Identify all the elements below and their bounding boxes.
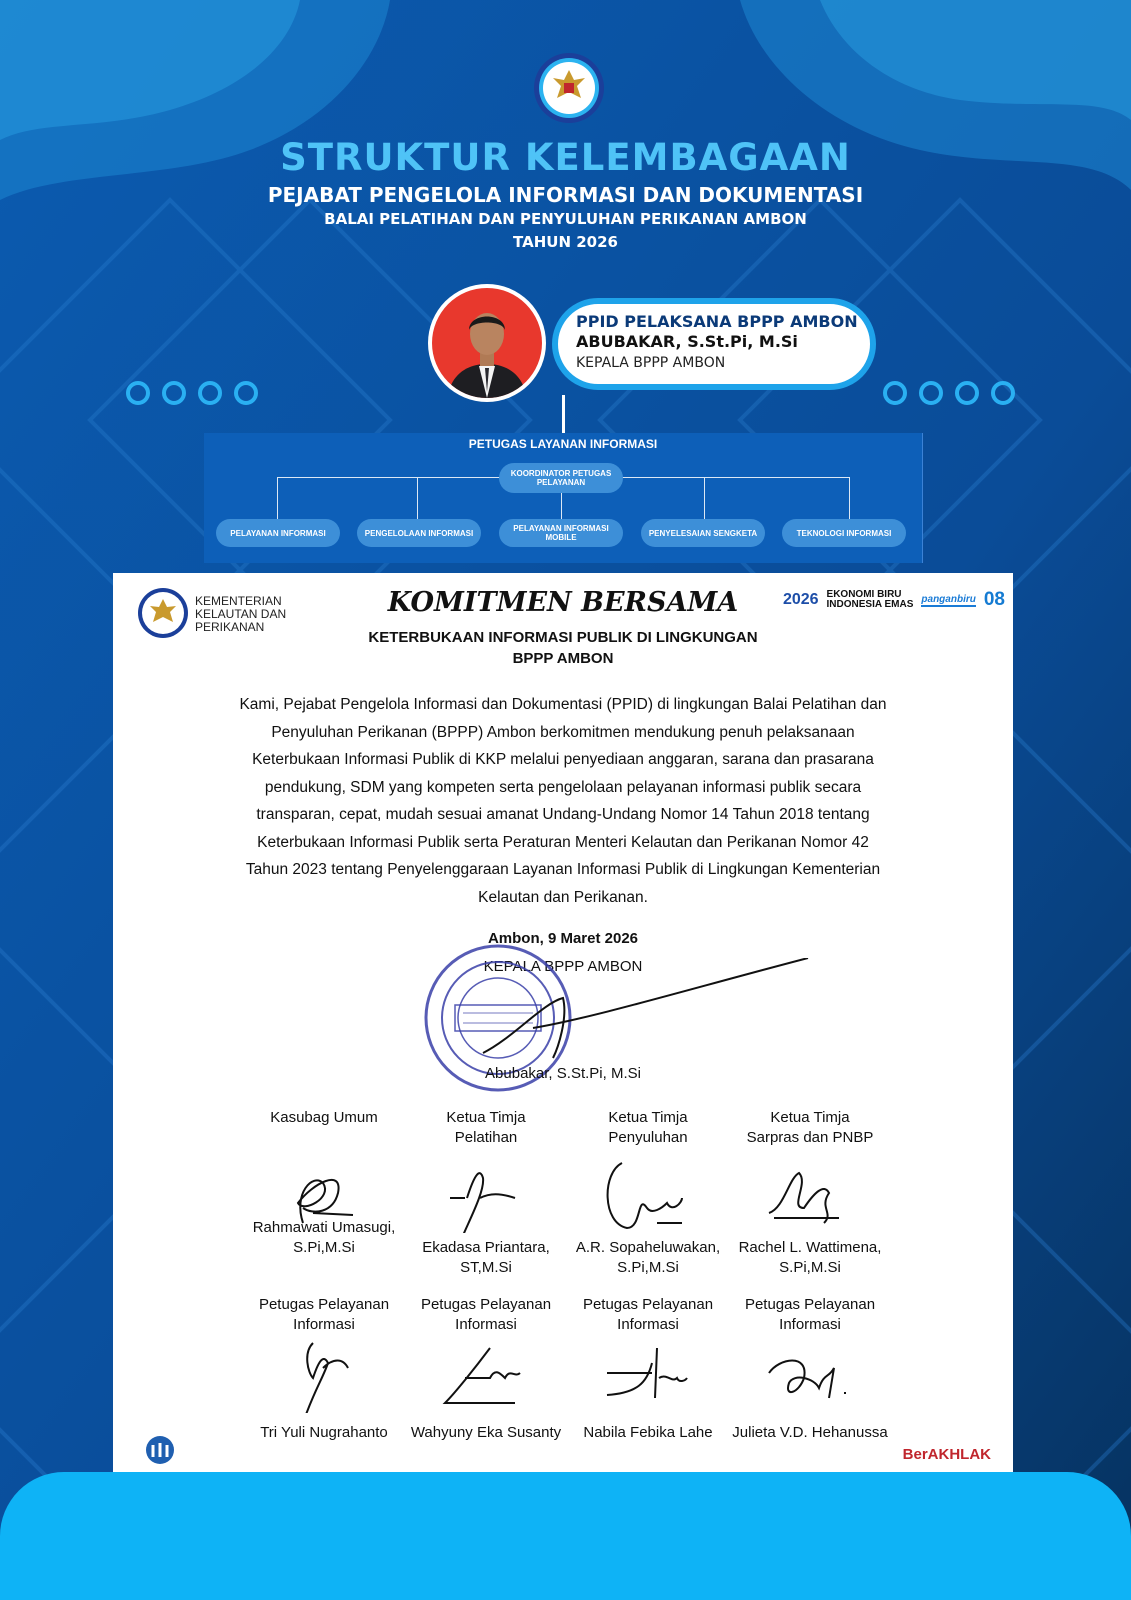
dot-icon <box>991 381 1015 405</box>
year-label: TAHUN 2026 <box>513 233 618 251</box>
signature-icon <box>243 1333 405 1413</box>
org-unit-box: TEKNOLOGI INFORMASI <box>782 519 906 547</box>
head-position: KEPALA BPPP AMBON <box>483 958 643 975</box>
document-subtitle: BPPP AMBON <box>512 650 614 667</box>
berakhlak-logo: BerAKHLAK <box>902 1446 991 1463</box>
signatory: Kasubag Umum Rahmawati Umasugi, S.Pi,M.Si <box>243 1108 405 1278</box>
panganbiru-logo: panganbiru <box>921 593 976 605</box>
head-signatory-name: Abubakar, S.St.Pi, M.Si <box>485 1065 641 1082</box>
page-subtitle: PEJABAT PENGELOLA INFORMASI DAN DOKUMENTASI <box>267 183 864 207</box>
dot-icon <box>126 381 150 405</box>
signature-icon <box>729 1153 891 1233</box>
org-connector-line <box>562 395 565 433</box>
signatory: Ketua Timja Penyuluhan A.R. Sopaheluwakan, S.Pi,M.Si <box>567 1108 729 1278</box>
partner-logos <box>783 589 1005 611</box>
place-date: Ambon, 9 Maret 2026 <box>487 930 639 947</box>
signature-icon <box>567 1333 729 1413</box>
org-unit-box: PENGELOLAAN INFORMASI <box>357 519 481 547</box>
org-coordinator-box: KOORDINATOR PETUGAS PELAYANAN <box>499 463 623 493</box>
official-photo <box>428 284 546 402</box>
signature-icon <box>405 1153 567 1233</box>
garuda-emblem-icon <box>533 52 605 124</box>
08-logo: 08 <box>983 589 1005 610</box>
kkp-2026-logo: 2026 <box>782 591 819 608</box>
institution-name: BALAI PELATIHAN DAN PENYULUHAN PERIKANAN AMBON <box>324 210 807 228</box>
dot-icon <box>883 381 907 405</box>
signature-icon <box>243 1153 405 1233</box>
dot-icon <box>162 381 186 405</box>
signatories-row <box>243 1295 893 1443</box>
document-subtitle: KETERBUKAAN INFORMASI PUBLIK DI LINGKUNGAN <box>368 629 758 646</box>
signatory: Petugas Pelayanan Informasi Nabila Febika Lahe <box>567 1295 729 1443</box>
official-portrait <box>432 288 542 398</box>
signatory: Petugas Pelayanan Informasi Tri Yuli Nugrahanto <box>243 1295 405 1443</box>
decorative-dots-right <box>883 381 1015 405</box>
dot-icon <box>919 381 943 405</box>
dot-icon <box>234 381 258 405</box>
page-title: STRUKTUR KELEMBAGAAN <box>280 136 851 179</box>
org-chart-title: PETUGAS LAYANAN INFORMASI <box>468 437 658 451</box>
org-unit-box: PELAYANAN INFORMASI <box>216 519 340 547</box>
signature-icon <box>567 1153 729 1233</box>
official-position: KEPALA BPPP AMBON <box>576 355 726 371</box>
official-role: PPID PELAKSANA BPPP AMBON <box>576 312 858 331</box>
bottom-bar <box>0 1472 1131 1600</box>
ministry-name: KEMENTERIAN KELAUTAN DAN PERIKANAN <box>195 594 287 634</box>
org-unit-box: PELAYANAN INFORMASI MOBILE <box>499 519 623 547</box>
signature-icon <box>729 1333 891 1413</box>
corporate-logo-icon <box>145 1435 175 1465</box>
org-branch-line <box>417 477 418 519</box>
signatory: Petugas Pelayanan Informasi Wahyuny Eka Susanty <box>405 1295 567 1443</box>
signatory: Petugas Pelayanan Informasi Julieta V.D. Hehanussa <box>729 1295 891 1443</box>
org-chart <box>204 433 923 563</box>
org-branch-line <box>704 477 705 519</box>
org-branch-line <box>561 493 562 519</box>
dot-icon <box>198 381 222 405</box>
org-unit-box: PENYELESAIAN SENGKETA <box>641 519 765 547</box>
signatory: Ketua Timja Pelatihan Ekadasa Priantara, ST,M.Si <box>405 1108 567 1278</box>
signatories-row <box>243 1108 893 1278</box>
document-title: KOMITMEN BERSAMA <box>387 587 739 618</box>
signatory: Ketua Timja Sarpras dan PNBP Rachel L. Wattimena, S.Pi,M.Si <box>729 1108 891 1278</box>
head-signature-icon <box>473 958 833 1068</box>
org-branch-line <box>849 477 850 519</box>
official-name: ABUBAKAR, S.St.Pi, M.Si <box>576 332 798 351</box>
document-body: Kami, Pejabat Pengelola Informasi dan Dokumentasi (PPID) di lingkungan Balai Pelatihan dan Penyuluhan Perikanan (BPPP) Ambon berkomitmen mendukung penuh pelaksanaan Keterbukaan Informasi Publik di KKP melalui penyediaan anggaran, sarana dan prasarana pendukung, SDM yang kompeten serta pengelolaan pelayanan informasi publik secara transparan, cepat, mudah sesuai amanat Undang-Undang Nomor 14 Tahun 2018 tentang Keterbukaan Informasi Publik serta Peraturan Menteri Kelautan dan Perikanan Nomor 42 Tahun 2023 tentang Penyelenggaraan Layanan Informasi Publik di Lingkungan Kementerian Kelautan dan Perikanan. <box>239 696 887 906</box>
signature-icon <box>405 1333 567 1413</box>
ekonomi-biru-logo: EKONOMI BIRU INDONESIA EMAS <box>826 589 914 610</box>
dot-icon <box>955 381 979 405</box>
commitment-document <box>113 573 1013 1473</box>
decorative-dots-left <box>126 381 258 405</box>
org-branch-line <box>277 477 278 519</box>
official-name-card <box>552 298 876 390</box>
